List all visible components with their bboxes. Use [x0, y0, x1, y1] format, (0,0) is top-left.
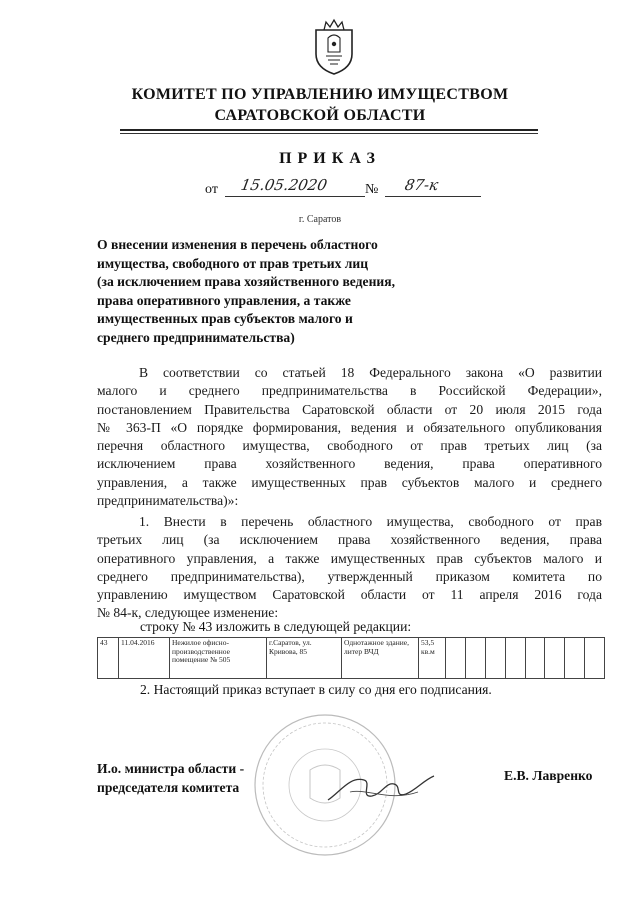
- paragraph-line: № 363-П «О порядке формирования, ведения и обязательного опубликования: [97, 419, 602, 435]
- cell-empty: [525, 638, 545, 679]
- item-2-paragraph: 2. Настоящий приказ вступает в силу со дня его подписания.: [140, 682, 492, 697]
- order-subject: [97, 236, 457, 348]
- header-rule-thin: [120, 133, 538, 134]
- cell-area: 53,5 кв.м: [419, 638, 446, 679]
- organization-name-line1: КОМИТЕТ ПО УПРАВЛЕНИЮ ИМУЩЕСТВОМ: [131, 86, 509, 103]
- date-label: от: [205, 182, 218, 197]
- number-label: №: [365, 182, 379, 197]
- cell-empty: [465, 638, 485, 679]
- coat-of-arms-icon: [310, 18, 358, 76]
- property-table: [97, 637, 605, 679]
- number-underline: [385, 196, 481, 197]
- paragraph-line: среднего предпринимательства), утвержденный приказом комитета по: [97, 568, 602, 584]
- signatory-name: Е.В. Лавренко: [504, 768, 593, 783]
- paragraph-line: В соответствии со статьей 18 Федерального закона «О развитии: [139, 365, 602, 380]
- city-label: г. Саратов: [298, 214, 342, 225]
- paragraph-line: перечня областного имущества, свободного от прав третьих лиц (за: [97, 438, 602, 454]
- cell-empty: [505, 638, 525, 679]
- paragraph-line: № 84-к, следующее изменение:: [97, 605, 279, 621]
- cell-empty: [446, 638, 466, 679]
- subject-line: имущественных прав субъектов малого и: [97, 311, 353, 327]
- subject-line: права оперативного управления, а также: [97, 292, 351, 308]
- handwritten-date: 15.05.2020: [239, 176, 329, 194]
- signatory-position-line2: председателя комитета: [97, 779, 240, 795]
- item-1-paragraph: [97, 513, 602, 623]
- document-title: ПРИКАЗ: [279, 150, 381, 167]
- cell-empty: [565, 638, 585, 679]
- subject-line: О внесении изменения в перечень областного: [97, 237, 378, 252]
- cell-date: 11.04.2016: [119, 638, 170, 679]
- instruction-line: строку № 43 изложить в следующей редакции:: [140, 619, 412, 634]
- handwritten-number: 87-к: [403, 176, 440, 194]
- subject-line: имущества, свободного от прав третьих лиц: [97, 255, 369, 271]
- cell-address: г.Саратов, ул. Кривова, 85: [267, 638, 342, 679]
- preamble-paragraph: [97, 364, 602, 510]
- subject-line: (за исключением права хозяйственного ведения,: [97, 274, 395, 290]
- cell-empty: [485, 638, 505, 679]
- cell-number: 43: [98, 638, 119, 679]
- order-date-number-line: [205, 178, 505, 200]
- paragraph-line: управлению имуществом Саратовской области от 11 апреля 2016 года: [97, 587, 602, 603]
- cell-empty: [545, 638, 565, 679]
- subject-line: среднего предпринимательства): [97, 329, 295, 345]
- signatory-position: [97, 760, 244, 797]
- cell-empty: [585, 638, 605, 679]
- paragraph-line: третьих лиц (за исключением права хозяйственного ведения, права: [97, 532, 602, 548]
- table-row: [98, 638, 605, 679]
- signatory-position-line1: И.о. министра области -: [97, 761, 245, 776]
- signature-icon: [320, 762, 440, 812]
- organization-name-line2: САРАТОВСКОЙ ОБЛАСТИ: [214, 107, 426, 124]
- header-rule-thick: [120, 129, 538, 131]
- paragraph-line: предпринимательства)»:: [97, 493, 239, 509]
- paragraph-line: 1. Внести в перечень областного имущества, свободного от прав: [139, 514, 602, 529]
- date-underline: [225, 196, 365, 197]
- cell-object: Нежилое офисно-производственное помещение № 505: [170, 638, 267, 679]
- paragraph-line: исключением права хозяйственного ведения, права оперативного: [97, 456, 602, 472]
- paragraph-line: малого и среднего предпринимательства в Российской Федерации»,: [97, 383, 602, 399]
- cell-building: Однотажное здание, литер ВЧД: [342, 638, 419, 679]
- paragraph-line: постановлением Правительства Саратовской области от 20 июля 2015 года: [97, 401, 602, 417]
- paragraph-line: управления, а также имущественных прав субъектов малого и среднего: [97, 474, 602, 490]
- paragraph-line: оперативного управления, а также имущественных прав субъектов малого и: [97, 550, 602, 566]
